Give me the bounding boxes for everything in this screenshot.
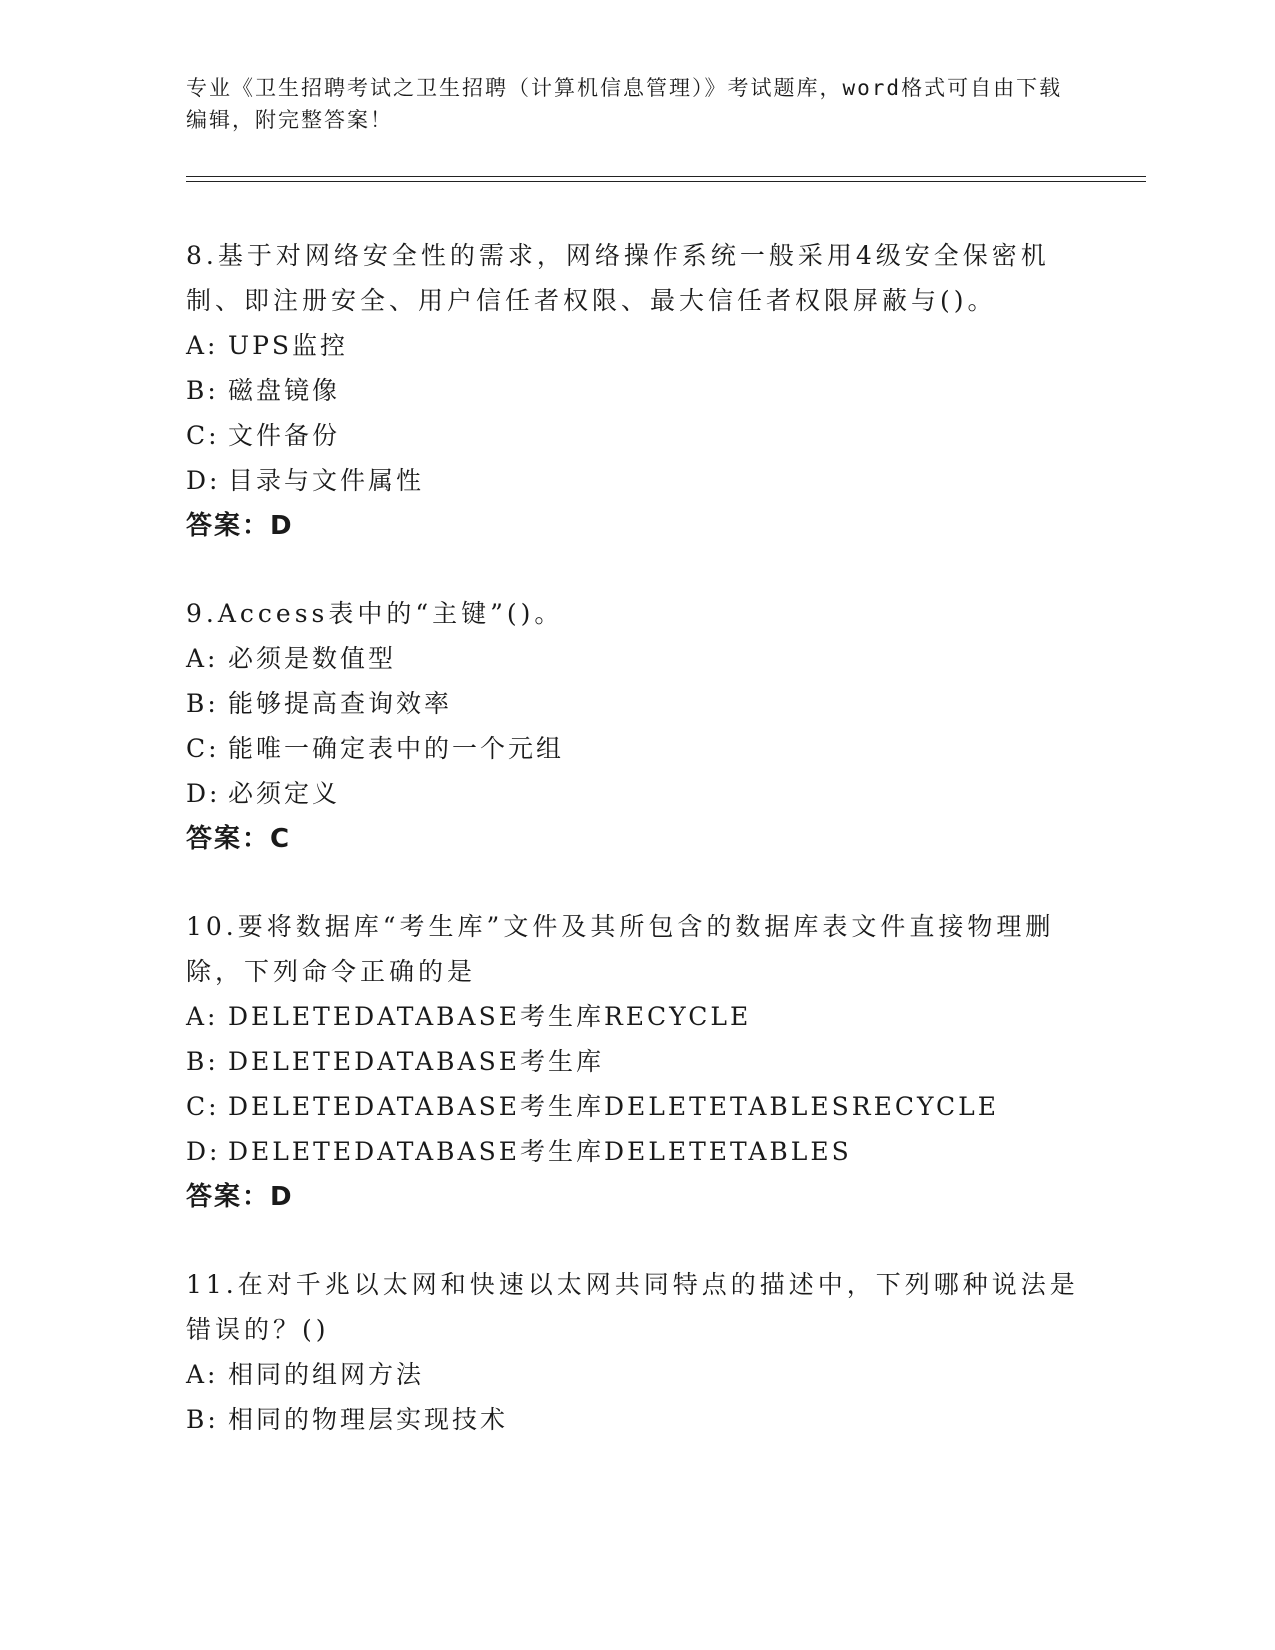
option-text: 磁盘镜像: [228, 376, 341, 405]
option-letter: A:: [186, 1002, 219, 1031]
option-b: [186, 1039, 1086, 1084]
option-letter: D:: [186, 466, 221, 495]
document-header: 专业《卫生招聘考试之卫生招聘（计算机信息管理）》考试题库，word格式可自由下载编辑，附完整答案！: [186, 76, 1063, 132]
question-stem: 8.基于对网络安全性的需求，网络操作系统一般采用4级安全保密机制、即注册安全、用户信任者权限、最大信任者权限屏蔽与()。: [186, 241, 1050, 315]
option-a: [186, 636, 1086, 681]
option-text: 能唯一确定表中的一个元组: [228, 734, 565, 763]
option-letter: D:: [186, 1137, 221, 1166]
option-text: UPS监控: [228, 331, 349, 360]
question-stem: 9.Access表中的“主键”()。: [186, 599, 564, 628]
option-text: 必须是数值型: [228, 644, 397, 673]
question-stem: 10.要将数据库“考生库”文件及其所包含的数据库表文件直接物理删除，下列命令正确的是: [186, 912, 1055, 986]
option-text: DELETEDATABASE考生库DELETETABLES: [228, 1137, 852, 1166]
question-9: [186, 591, 1086, 862]
header-divider-top: [186, 176, 1146, 177]
question-list: [186, 233, 1086, 1484]
option-text: 必须定义: [228, 779, 341, 808]
option-letter: A:: [186, 331, 219, 360]
option-b: [186, 368, 1086, 413]
option-text: 文件备份: [228, 421, 341, 450]
answer-label: 答案：D: [186, 511, 294, 541]
option-letter: C:: [186, 734, 220, 763]
option-c: [186, 413, 1086, 458]
option-c: [186, 726, 1086, 771]
option-text: DELETEDATABASE考生库RECYCLE: [228, 1002, 752, 1031]
option-text: 能够提高查询效率: [228, 689, 453, 718]
option-letter: A:: [186, 1360, 219, 1389]
option-letter: A:: [186, 644, 219, 673]
option-a: [186, 994, 1086, 1039]
option-letter: B:: [186, 376, 219, 405]
option-letter: C:: [186, 1092, 220, 1121]
option-letter: C:: [186, 421, 220, 450]
option-a: [186, 1352, 1086, 1397]
option-a: [186, 323, 1086, 368]
question-8: [186, 233, 1086, 549]
option-letter: B:: [186, 1047, 219, 1076]
option-d: [186, 1129, 1086, 1174]
option-b: [186, 1397, 1086, 1442]
option-text: 目录与文件属性: [228, 466, 425, 495]
option-b: [186, 681, 1086, 726]
option-text: 相同的物理层实现技术: [228, 1405, 509, 1434]
option-letter: B:: [186, 1405, 219, 1434]
question-stem: 11.在对千兆以太网和快速以太网共同特点的描述中，下列哪种说法是错误的？(): [186, 1270, 1079, 1344]
question-11: [186, 1262, 1086, 1442]
question-10: [186, 904, 1086, 1220]
option-text: DELETEDATABASE考生库: [228, 1047, 604, 1076]
option-letter: D:: [186, 779, 221, 808]
answer-label: 答案：C: [186, 824, 292, 854]
option-text: 相同的组网方法: [228, 1360, 425, 1389]
answer-label: 答案：D: [186, 1182, 294, 1212]
option-text: DELETEDATABASE考生库DELETETABLESRECYCLE: [228, 1092, 999, 1121]
option-c: [186, 1084, 1086, 1129]
option-d: [186, 458, 1086, 503]
option-d: [186, 771, 1086, 816]
option-letter: B:: [186, 689, 219, 718]
header-divider-bottom: [186, 181, 1146, 182]
